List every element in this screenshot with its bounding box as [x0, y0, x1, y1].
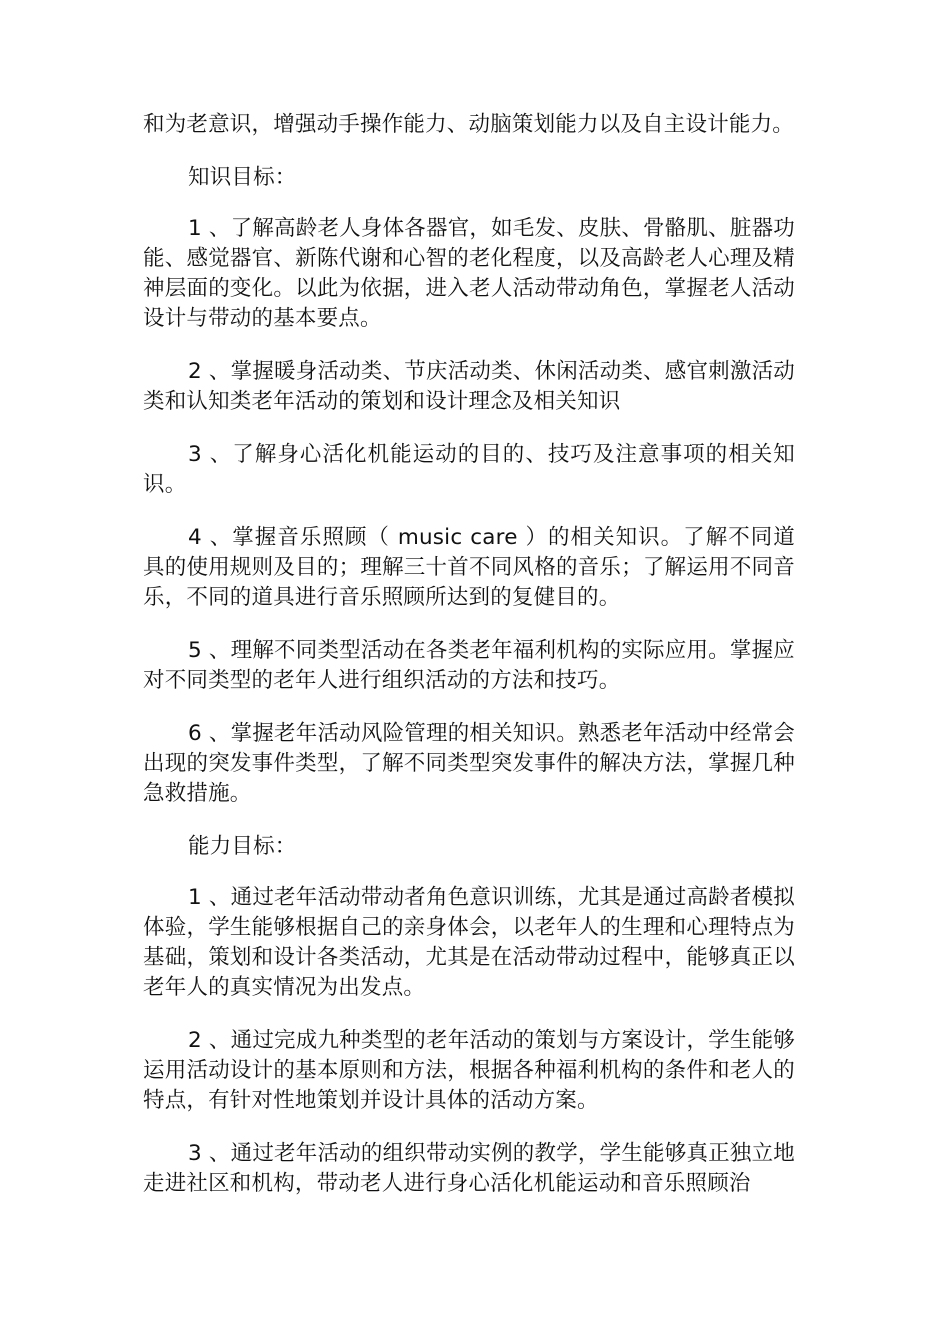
ability-item-2: 2 、通过完成九种类型的老年活动的策划与方案设计，学生能够运用活动设计的基本原则和方法，根据各种福利机构的条件和老人的特点，有针对性地策划并设计具体的活动方案。 — [143, 1028, 795, 1113]
knowledge-item-6: 6 、掌握老年活动风险管理的相关知识。熟悉老年活动中经常会出现的突发事件类型，了解不同类型突发事件的解决方法，掌握几种急救措施。 — [143, 721, 795, 806]
knowledge-item-2: 2 、掌握暖身活动类、节庆活动类、休闲活动类、感官刺激活动类和认知类老年活动的策划和设计理念及相关知识 — [143, 359, 795, 414]
knowledge-item-5: 5 、理解不同类型活动在各类老年福利机构的实际应用。掌握应对不同类型的老年人进行组织活动的方法和技巧。 — [143, 638, 795, 693]
ability-item-3: 3 、通过老年活动的组织带动实例的教学，学生能够真正独立地走进社区和机构，带动老人进行身心活化机能运动和音乐照顾治 — [143, 1141, 795, 1196]
knowledge-objectives-heading: 知识目标： — [188, 165, 297, 190]
ability-objectives-heading: 能力目标： — [188, 834, 297, 859]
knowledge-item-1: 1 、了解高龄老人身体各器官，如毛发、皮肤、骨骼肌、脏器功能、感觉器官、新陈代谢和心智的老化程度，以及高龄老人心理及精神层面的变化。以此为依据，进入老人活动带动角色，掌握老人活动设计与带动的基本要点。 — [143, 216, 795, 331]
document-page — [143, 110, 795, 1222]
ability-item-1: 1 、通过老年活动带动者角色意识训练，尤其是通过高龄者模拟体验，学生能够根据自己的亲身体会，以老年人的生理和心理特点为基础，策划和设计各类活动，尤其是在活动带动过程中，能够真正以老年人的真实情况为出发点。 — [143, 885, 795, 1000]
knowledge-item-4: 4 、掌握音乐照顾（ music care ）的相关知识。了解不同道具的使用规则及目的；理解三十首不同风格的音乐；了解运用不同音乐，不同的道具进行音乐照顾所达到的复健目的。 — [143, 525, 795, 610]
paragraph-continuation: 和为老意识，增强动手操作能力、动脑策划能力以及自主设计能力。 — [143, 112, 795, 137]
knowledge-item-3: 3 、了解身心活化机能运动的目的、技巧及注意事项的相关知识。 — [143, 442, 795, 497]
